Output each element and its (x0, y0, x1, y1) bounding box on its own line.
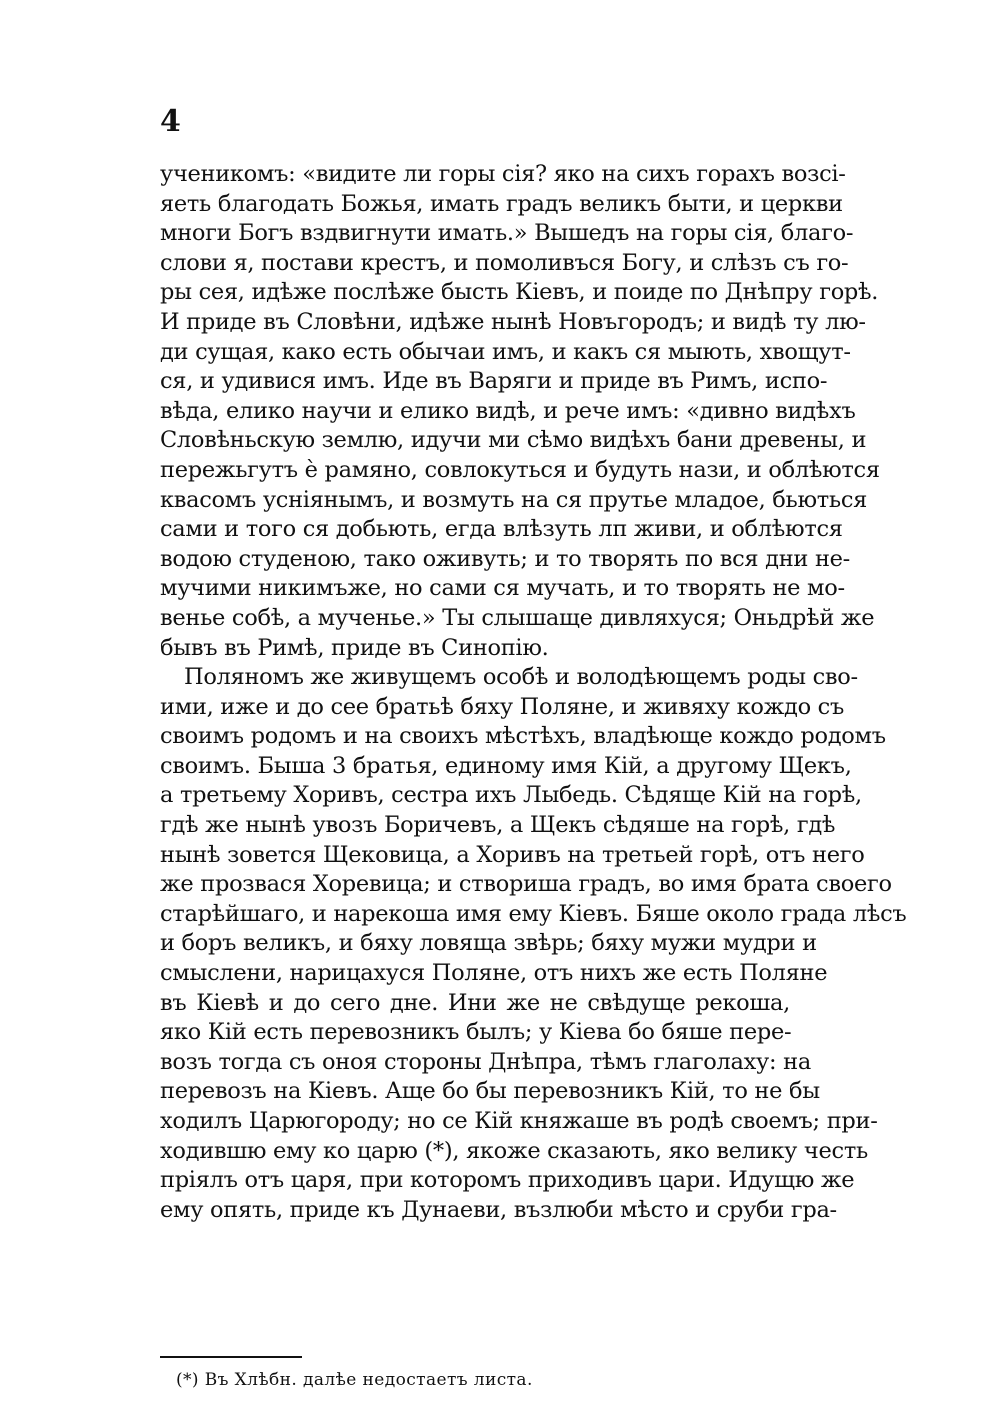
text-line: ученикомъ: «видите ли горы сія? яко на сихъ горахъ возсі- (160, 161, 846, 187)
text-line: квасомъ усніянымъ, и возмуть на ся прутье младое, бьються (160, 486, 868, 513)
text-line: бывъ въ Римѣ, приде въ Синопію. (160, 634, 549, 661)
text-line: нынѣ зовется Щековица, а Хоривъ на третьей горѣ, отъ него (160, 841, 865, 868)
text-line: ди сущая, како есть обычаи имъ, и какъ ся мыють, хвощут- (160, 338, 851, 365)
text-line: яеть благодать Божья, имать градъ великъ быти, и церкви (160, 190, 843, 217)
text-line: своимъ. Быша 3 братья, единому имя Кій, а другому Щекъ, (160, 752, 852, 779)
text-line: Поляномъ же живущемъ особѣ и володѣющемъ роды сво- (184, 664, 858, 691)
text-line: яко Кій есть перевозникъ былъ; у Кіева бо бяше пере- (160, 1019, 792, 1046)
text-line: въ Кіевѣ и до сего дне. Ини же не свѣдуще рекоша, (160, 989, 790, 1016)
text-line: мучими никимъже, но сами ся мучать, и то творять не мо- (160, 575, 845, 602)
text-line: пріялъ отъ царя, при которомъ приходивъ цари. Идущю же (160, 1167, 855, 1194)
text-line: ся, и удивися имъ. Иде въ Варяги и приде въ Римъ, испо- (160, 368, 828, 395)
paragraph-2 (160, 663, 907, 1225)
footnote-divider (160, 1356, 302, 1358)
text-line: перевозъ на Кіевъ. Аще бо бы перевозникъ Кій, то не бы (160, 1078, 820, 1105)
text-line: сами и того ся добьють, егда влѣзуть лп живи, и облѣются (160, 516, 843, 543)
footnote: (*) Въ Хлѣбн. далѣе недостаетъ листа. (176, 1370, 533, 1390)
text-line: гдѣ же нынѣ увозъ Боричевъ, а Щекъ сѣдяше на горѣ, гдѣ (160, 812, 836, 839)
text-line: ходившю ему ко царю (*), якоже сказають, яко велику честь (160, 1137, 868, 1164)
text-line: ему опять, приде къ Дунаеви, възлюби мѣсто и сруби гра- (160, 1196, 837, 1223)
text-line: старѣйшаго, и нарекоша имя ему Кіевъ. Бяше около града лѣсъ (160, 900, 907, 927)
text-line: слови я, постави крестъ, и помоливъся Богу, и слѣзъ съ го- (160, 249, 849, 276)
text-line: Словѣньскую землю, идучи ми сѣмо видѣхъ бани древены, и (160, 427, 867, 454)
text-line: возъ тогда съ оноя стороны Днѣпра, тѣмъ глаголаху: на (160, 1048, 811, 1075)
text-line: вѣда, елико научи и елико видѣ, и рече имъ: «дивно видѣхъ (160, 397, 856, 424)
text-line: И приде въ Словѣни, идѣже нынѣ Новъгородъ; и видѣ ту лю- (160, 308, 866, 335)
text-line: же прозвася Хоревица; и створиша градъ, во имя брата своего (160, 871, 892, 898)
text-line: смыслени, нарицахуся Поляне, отъ нихъ же есть Поляне (160, 960, 828, 987)
text-line: ими, иже и до сее братьѣ бяху Поляне, и живяху кождо съ (160, 693, 844, 720)
text-line: а третьему Хоривъ, сестра ихъ Лыбедь. Сѣдяще Кій на горѣ, (160, 782, 862, 809)
text-line: пережьгутъ è рамяно, совлокуться и будуть нази, и облѣются (160, 456, 880, 483)
body-text (160, 160, 907, 1225)
paragraph-1 (160, 160, 880, 663)
text-line: водою студеною, тако оживуть; и то творять по вся дни не- (160, 545, 850, 572)
text-line: своимъ родомъ и на своихъ мѣстѣхъ, владѣюще кождо родомъ (160, 723, 886, 750)
text-line: венье собѣ, а мученье.» Ты слышаще дивляхуся; Оньдрѣй же (160, 604, 875, 631)
text-line: ры сея, идѣже послѣже бысть Кіевъ, и поиде по Днѣпру горѣ. (160, 279, 879, 306)
text-line: и боръ великъ, и бяху ловяща звѣрь; бяху мужи мудри и (160, 930, 817, 957)
text-line: многи Богъ вздвигнути имать.» Вышедъ на горы сія, благо- (160, 220, 854, 247)
text-line: ходилъ Царюгороду; но се Кій княжаше въ родѣ своемъ; при- (160, 1108, 878, 1134)
page-number: 4 (160, 104, 181, 139)
